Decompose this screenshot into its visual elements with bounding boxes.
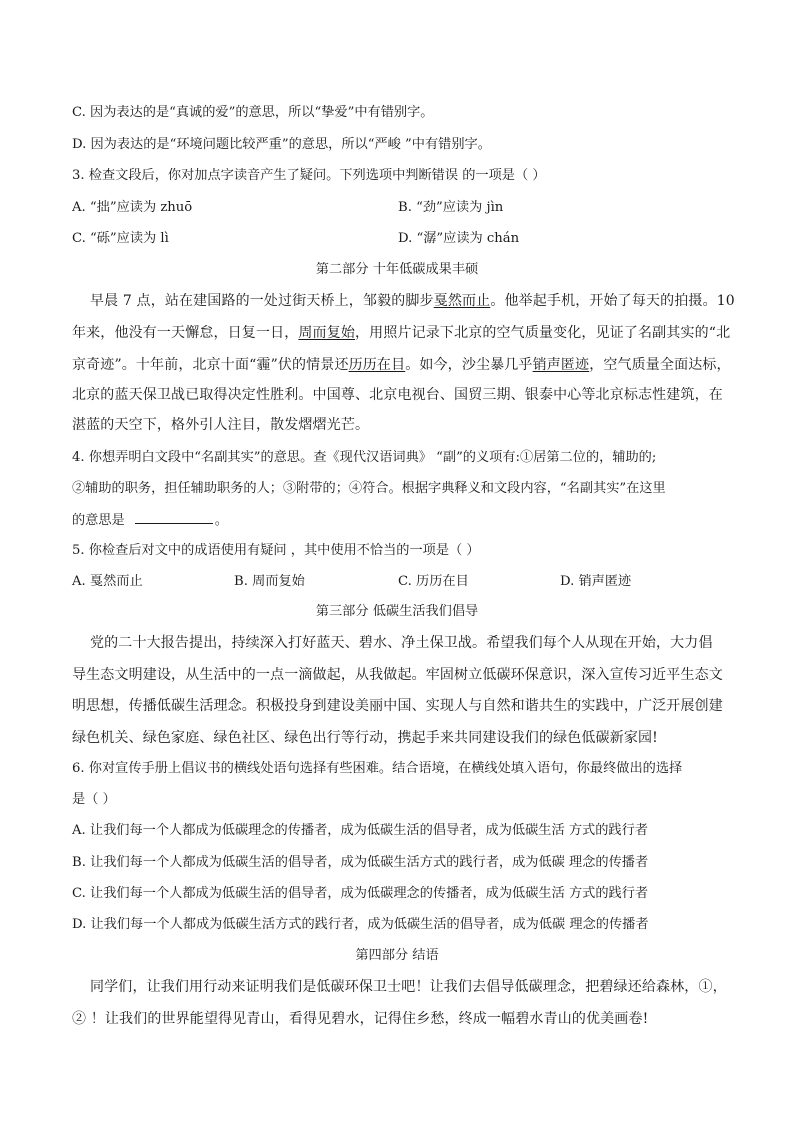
- part3-paragraph-line-3: 明思想，传播低碳生活理念。积极投身到建设美丽中国、实现人与自然和谐共生的实践中，广泛开展创建: [72, 698, 723, 714]
- q6-stem-line-1: 6. 你对宣传手册上倡议书的横线处语句选择有些困难。结合语境，在横线处填入语句，你最终做出的选择: [72, 761, 683, 776]
- part2-paragraph-line-3: [72, 356, 731, 374]
- q4-line-3: [72, 511, 228, 530]
- text-span: 。: [214, 513, 228, 528]
- text-span: 年来，他没有一天懈怠，日复一日，: [72, 325, 299, 341]
- text-span: 。如今，沙尘暴几乎: [405, 357, 533, 373]
- q5-stem: 5. 你检查后对文中的成语使用有疑问 ，其中使用不恰当的一项是（ ）: [72, 543, 480, 558]
- q6-stem-line-2: 是（ ）: [72, 792, 116, 807]
- q3-stem: 3. 检查文段后，你对加点字读音产生了疑问。下列选项中判断错误 的一项是（ ）: [72, 168, 546, 183]
- part2-paragraph-line-2: [72, 324, 730, 342]
- part3-paragraph-line-4: 绿色机关、绿色家庭、绿色社区、绿色出行等行动，携起手来共同建设我们的绿色低碳新家园!: [72, 730, 658, 746]
- q2-option-d: D. 因为表达的是“环境问题比较严重”的意思，所以“严峻 ”中有错别字。: [72, 137, 491, 152]
- underlined-idiom-2: 周而复始: [298, 325, 356, 341]
- text-span: 的意思是: [72, 513, 125, 528]
- part2-paragraph-line-4: 北京的蓝天保卫战已取得决定性胜利。中国尊、北京电视台、国贸三期、银泰中心等北京标志性建筑，在: [72, 387, 723, 403]
- q6-option-a: A. 让我们每一个人都成为低碳理念的传播者，成为低碳生活的倡导者，成为低碳生活 方式的践行者: [72, 823, 648, 838]
- q6-option-c: C. 让我们每一个人都成为低碳生活的倡导者，成为低碳理念的传播者，成为低碳生活 方式的践行者: [72, 886, 649, 901]
- q5-option-a: A. 戛然而止: [72, 574, 143, 589]
- underlined-idiom-1: 戛然而止: [433, 293, 491, 309]
- part4-paragraph-line-1: 同学们，让我们用行动来证明我们是低碳环保卫士吧！让我们去倡导低碳理念，把碧绿还给森林，①，: [90, 979, 727, 995]
- underlined-idiom-3: 历历在目: [348, 357, 406, 373]
- text-span: 。他举起手机，开始了每天的拍摄。10: [490, 293, 735, 309]
- q5-option-b: B. 周而复始: [234, 574, 305, 589]
- text-span: 早晨 7 点，站在建国路的一处过街天桥上，邹毅的脚步: [90, 293, 434, 309]
- part2-title: 第二部分 十年低碳成果丰硕: [315, 262, 479, 277]
- part3-title: 第三部分 低碳生活我们倡导: [315, 604, 479, 619]
- part2-paragraph-line-1: [90, 292, 735, 310]
- q2-option-c: C. 因为表达的是“真诚的爱”的意思，所以“挚爱”中有错别字。: [72, 105, 434, 120]
- q5-option-d: D. 销声匿迹: [560, 574, 632, 589]
- part2-paragraph-line-5: 湛蓝的天空下，格外引人注目，散发熠熠光芒。: [72, 417, 370, 433]
- part4-title: 第四部分 结语: [355, 948, 439, 963]
- q6-option-b: B. 让我们每一个人都成为低碳生活的倡导者，成为低碳生活方式的践行者，成为低碳 理念的传播者: [72, 855, 649, 870]
- q5-option-c: C. 历历在目: [398, 574, 469, 589]
- part4-paragraph-line-2: ② ！让我们的世界能望得见青山，看得见碧水，记得住乡愁，终成一幅碧水青山的优美画卷!: [72, 1011, 649, 1027]
- underlined-idiom-4: 销声匿迹: [532, 357, 590, 373]
- text-span: ，空气质量全面达标，: [589, 357, 731, 373]
- q3-option-a: A. “拙”应读为 zhuō: [72, 200, 193, 215]
- text-span: ，用照片记录下北京的空气质量变化，见证了名副其实的“北: [355, 325, 731, 341]
- text-span: 京奇迹”。十年前，北京十面“霾”伏的情景还: [72, 357, 349, 373]
- q3-option-c: C. “砾”应读为 lì: [72, 231, 169, 246]
- q4-line-1: 4. 你想弄明白文段中“名副其实”的意思。查《现代汉语词典》 “副”的义项有:①居第二位的，辅助的;: [72, 450, 657, 465]
- q6-option-d: D. 让我们每一个人都成为低碳生活方式的践行者，成为低碳生活的倡导者，成为低碳 理念的传播者: [72, 917, 649, 932]
- q3-option-b: B. “劲”应读为 jìn: [398, 200, 504, 215]
- answer-blank[interactable]: [135, 511, 213, 524]
- q3-option-d: D. “潺”应读为 chán: [398, 231, 520, 246]
- part3-paragraph-line-2: 导生态文明建设，从生活中的一点一滴做起，从我做起。牢固树立低碳环保意识，深入宣传习近平生态文: [72, 667, 723, 683]
- part3-paragraph-line-1: 党的二十大报告提出，持续深入打好蓝天、碧水、净土保卫战。希望我们每个人从现在开始，大力倡: [90, 635, 713, 651]
- q4-line-2: ②辅助的职务，担任辅助职务的人；③附带的；④符合。根据字典释义和文段内容，“名副其实”在这里: [72, 481, 666, 496]
